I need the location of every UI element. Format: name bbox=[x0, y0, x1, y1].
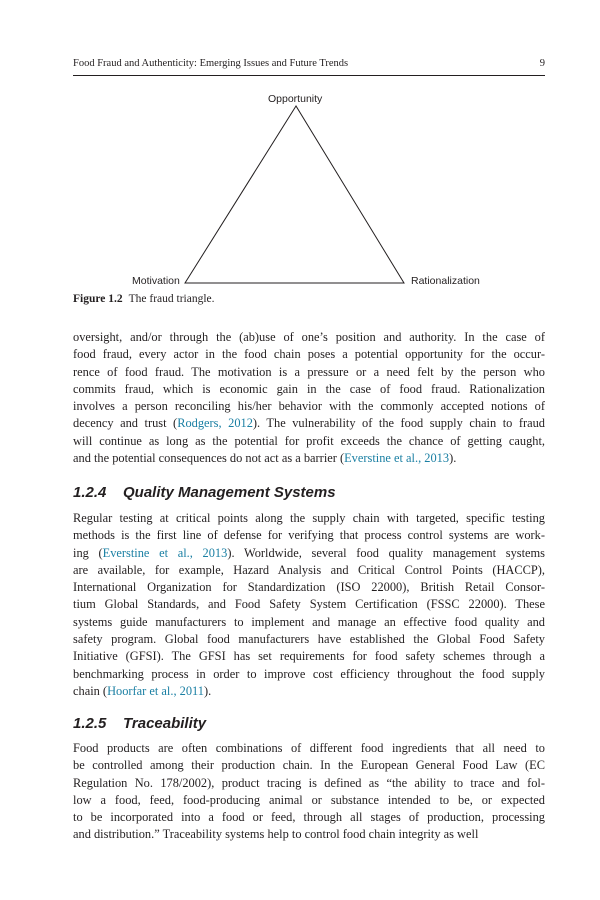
section-heading-traceability bbox=[73, 715, 206, 732]
section-title: Traceability bbox=[123, 715, 207, 732]
figure-caption-text: The fraud triangle. bbox=[128, 293, 215, 305]
section-heading-quality-management bbox=[73, 484, 336, 501]
paragraph-traceability bbox=[73, 740, 545, 844]
figure-caption bbox=[73, 293, 215, 305]
text-line: tium Global Standards, and Food Safety System Certification (FSSC 22000). These bbox=[73, 597, 545, 612]
text-line: benchmarking process in order to improve cost efficiency throughout the food supply bbox=[73, 666, 545, 681]
text-line: Initiative (GFSI). The GFSI has set requirements for food safety schemes through a bbox=[73, 649, 545, 664]
text-line: rence of food fraud. The motivation is a pressure or a need felt by the person who bbox=[73, 364, 545, 379]
section-title: Quality Management Systems bbox=[123, 484, 336, 501]
text-line: Regulation No. 178/2002), product tracing is defined as “the ability to trace and fol- bbox=[73, 775, 545, 790]
text-line: be controlled among their production chain. In the European General Food Law (EC bbox=[73, 758, 545, 773]
fraud-triangle-figure bbox=[0, 0, 600, 320]
paragraph-fraud-triangle bbox=[73, 329, 545, 467]
running-title: Food Fraud and Authenticity: Emerging Issues and Future Trends bbox=[73, 58, 349, 69]
fraud-triangle-shape bbox=[185, 106, 404, 283]
text-line: oversight, and/or through the (ab)use of one’s position and authority. In the case of bbox=[73, 330, 545, 344]
label-opportunity: Opportunity bbox=[268, 93, 323, 105]
text-line: low a food, feed, food-producing animal or substance intended to be, or expected bbox=[73, 792, 545, 807]
text-line: involves a person reconciling his/her behavior with the commonly accepted notions of bbox=[73, 399, 545, 414]
text-line: and the potential consequences do not act as a barrier (Everstine et al., 2013). bbox=[73, 451, 457, 466]
figure-caption-label: Figure 1.2 bbox=[73, 293, 123, 305]
text-line: decency and trust (Rodgers, 2012). The vulnerability of the food supply chain to fraud bbox=[73, 416, 545, 431]
text-line: safety program. Global food manufacturers have established the Global Food Safety bbox=[73, 632, 545, 647]
label-motivation: Motivation bbox=[132, 275, 180, 287]
text-line: food fraud, every actor in the food chain poses a potential opportunity for the occur- bbox=[73, 347, 545, 362]
text-line: chain (Hoorfar et al., 2011). bbox=[73, 683, 212, 698]
text-line: will continue as long as the potential for profit exceeds the chance of getting caught, bbox=[73, 433, 545, 448]
citation-link[interactable]: Everstine et al., 2013 bbox=[102, 545, 228, 560]
section-number: 1.2.4 bbox=[73, 484, 107, 501]
fraud-triangle-diagram bbox=[0, 0, 600, 320]
text-line: are available, for example, Hazard Analysis and Critical Control Points (HACCP), bbox=[73, 562, 545, 577]
text-line: and distribution.” Traceability systems help to control food chain integrity as well bbox=[73, 827, 479, 842]
text-line: systems guide manufacturers to implement and manage an effective food quality and bbox=[73, 614, 545, 629]
text-line: Regular testing at critical points along the supply chain with targeted, specific testing bbox=[73, 511, 545, 525]
text-line: methods is the first line of defense for verifying that process control systems are work- bbox=[73, 528, 545, 543]
citation-link[interactable]: Rodgers, 2012 bbox=[177, 416, 253, 431]
citation-link[interactable]: Hoorfar et al., 2011 bbox=[107, 683, 204, 698]
text-line: commits fraud, which is economic gain in the case of food fraud. Rationalization bbox=[73, 381, 545, 396]
paragraph-quality-management bbox=[73, 510, 545, 700]
text-line: International Organization for Standardization (ISO 22000), British Retail Consor- bbox=[73, 580, 545, 595]
section-number: 1.2.5 bbox=[73, 715, 107, 732]
text-line: ing (Everstine et al., 2013). Worldwide, several food quality management systems bbox=[73, 545, 545, 560]
label-rationalization: Rationalization bbox=[411, 275, 480, 287]
citation-link[interactable]: Everstine et al., 2013 bbox=[344, 451, 450, 466]
text-line: to be incorporated into a food or feed, through all stages of production, processing bbox=[73, 810, 545, 825]
text-line: Food products are often combinations of different food ingredients that all need to bbox=[73, 741, 545, 755]
page-number: 9 bbox=[539, 58, 545, 69]
